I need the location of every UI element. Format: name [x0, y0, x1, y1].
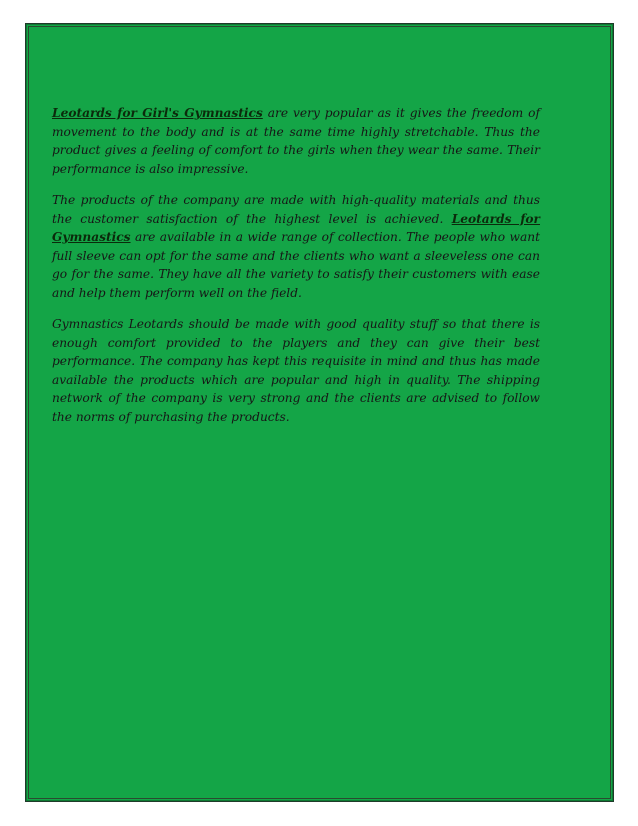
paragraph-2-text-after: are available in a wide range of collection. The people who want full sleeve can opt for the same and the clients who want a sleeveless one can go for the same. They have all the variety to satisfy their customers with ease and help them perform well on the field. [52, 230, 540, 300]
document-body [52, 104, 540, 439]
paragraph-2-text-before: The products of the company are made with high-quality materials and thus the customer satisfaction of the highest level is achieved. [52, 193, 540, 226]
paragraph-1 [52, 104, 540, 178]
paragraph-3-text: Gymnastics Leotards should be made with good quality stuff so that there is enough comfort provided to the players and they can give their best performance. The company has kept this requisite in mind and thus has made available the products which are popular and high in quality. The shipping network of the company is very strong and the clients are advised to follow the norms of purchasing the products. [52, 317, 540, 424]
link-leotards-girls-gymnastics[interactable]: Leotards for Girl's Gymnastics [52, 106, 263, 120]
paragraph-1-text: are very popular as it gives the freedom of movement to the body and is at the same time highly stretchable. Thus the product gives a feeling of comfort to the girls when they wear the same. Their performance is also impressive. [52, 106, 540, 176]
paragraph-2 [52, 191, 540, 302]
paragraph-3 [52, 315, 540, 426]
link-leotards-gymnastics[interactable]: Leotards for Gymnastics [52, 211, 540, 244]
